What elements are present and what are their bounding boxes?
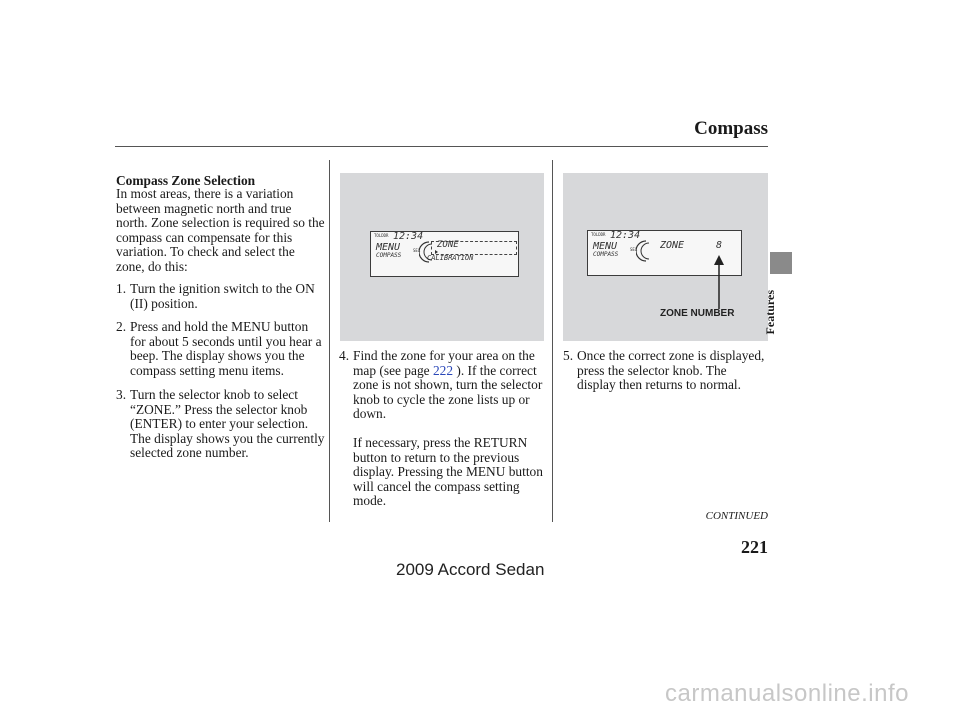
continued-note: CONTINUED: [705, 510, 768, 522]
lcd-time: 12:34: [393, 231, 424, 242]
step-5: [563, 349, 768, 393]
step-text: Once the correct zone is displayed, press the selector knob. The display then returns to normal.: [577, 348, 765, 393]
section-tab-marker: [770, 252, 792, 274]
step-text: Press and hold the MENU button for about 5 seconds until you hear a beep. The display shows you the compass setting menu items.: [130, 319, 322, 378]
display-figure-zone: [563, 173, 768, 341]
lcd-zone: ZONE: [437, 240, 459, 250]
intro-paragraph: In most areas, there is a variation between magnetic north and true north. Zone selection is required so the compass can compensate for this variation. To check and select the zone, do this:: [116, 186, 325, 274]
page-number: 221: [741, 537, 768, 557]
step-text: Turn the ignition switch to the ON (II) position.: [130, 281, 315, 311]
step-number: 5.: [563, 348, 574, 363]
step-number: 3.: [116, 387, 127, 402]
page-title: Compass: [694, 118, 768, 139]
lcd-screen: [370, 231, 519, 277]
step-number: 4.: [339, 348, 350, 363]
zone-number-callout: ZONE NUMBER: [660, 308, 735, 319]
section-tab-label: Features: [763, 290, 777, 335]
lcd-time: 12:34: [610, 230, 641, 241]
display-figure-calibration: [340, 173, 544, 341]
lcd-sel: SEL: [630, 247, 638, 252]
lcd-menu: MENU: [593, 241, 618, 252]
step-2: [116, 320, 326, 378]
step-3: [116, 388, 326, 461]
step-extra-text: If necessary, press the RETURN button to return to the previous display. Pressing the MENU button will cancel the compass setting mode.: [353, 434, 543, 509]
lcd-calibration: CALIBRATION: [427, 254, 474, 262]
lcd-menu: MENU: [376, 242, 401, 253]
step-number: 1.: [116, 281, 127, 296]
step-text: Turn the selector knob to select “ZONE.” Press the selector knob (ENTER) to enter your selection. The display shows you the currently selected zone number.: [130, 387, 325, 461]
header-divider: [115, 146, 768, 147]
lcd-sel: SEL: [413, 248, 421, 253]
step-4: [339, 349, 544, 509]
step-1: [116, 282, 326, 311]
model-name: 2009 Accord Sedan: [396, 560, 545, 579]
column-divider-right: [552, 160, 553, 522]
arrow-up-icon: [713, 255, 725, 309]
lcd-tiny-label: TOLDDR: [374, 233, 389, 238]
watermark: carmanualsonline.info: [665, 680, 909, 707]
lcd-compass: COMPASS: [593, 251, 619, 258]
lcd-zone-number: 8: [716, 240, 723, 251]
page-reference-link[interactable]: 222: [432, 362, 454, 378]
column-divider-left: [329, 160, 330, 522]
step-number: 2.: [116, 319, 127, 334]
selector-knob-icon: [636, 240, 656, 262]
step-text: Find the zone for your area on the map (see page 222 ). If the correct zone is not shown, turn the selector knob to cycle the zone lists up or down.: [353, 348, 543, 422]
lcd-compass: COMPASS: [376, 252, 402, 259]
lcd-zone: ZONE: [660, 240, 685, 251]
section-heading: Compass Zone Selection: [116, 173, 256, 188]
lcd-tiny-label: TOLDDR: [591, 232, 606, 237]
